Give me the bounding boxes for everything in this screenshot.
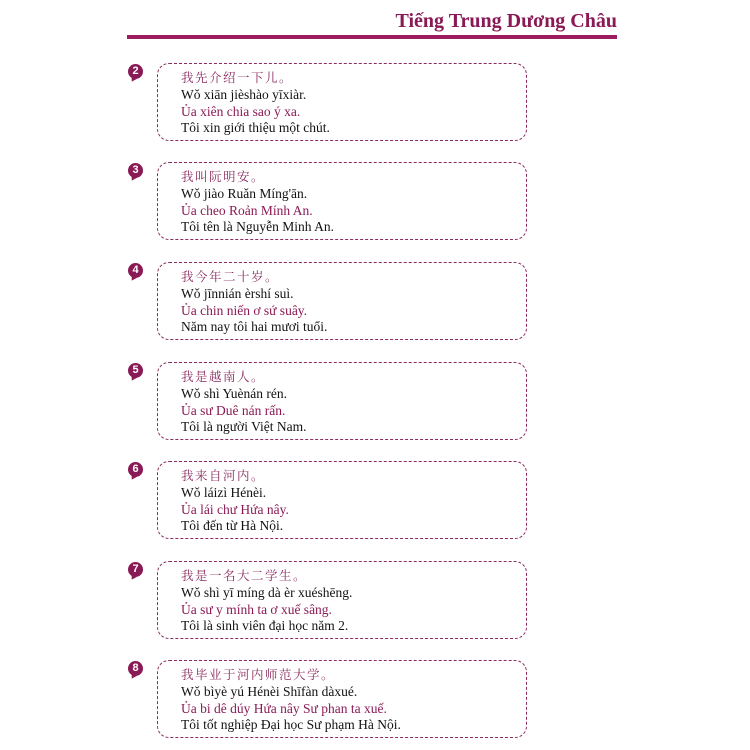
- phonetic-text: Ủa lái chư Hứa nây.: [181, 501, 289, 517]
- phonetic-text: Ủa chin niến ơ sứ suây.: [181, 302, 308, 318]
- chinese-text: 我是一名大二学生。: [181, 568, 308, 583]
- number-badge-icon: 7: [128, 562, 143, 577]
- pinyin-text: Wǒ shì Yuènán rén.: [181, 385, 287, 401]
- vietnamese-text: Năm nay tôi hai mươi tuổi.: [181, 319, 328, 335]
- number-badge-icon: 6: [128, 462, 143, 477]
- number-badge-icon: 3: [128, 163, 143, 178]
- vietnamese-text: Tôi tốt nghiệp Đại học Sư phạm Hà Nội.: [181, 717, 401, 733]
- phonetic-text: Ủa sư Duê nán rấn.: [181, 402, 286, 418]
- number-badge-icon: 5: [128, 363, 143, 378]
- dashed-box: [157, 162, 527, 240]
- phonetic-text: Ủa bi dê dúy Hứa nây Sư phan ta xuế.: [181, 700, 387, 716]
- header-divider: [127, 35, 617, 39]
- chinese-text: 我叫阮明安。: [181, 169, 266, 184]
- chinese-text: 我来自河内。: [181, 468, 266, 483]
- pinyin-text: Wǒ shì yī míng dà èr xuéshēng.: [181, 584, 353, 600]
- page-title: Tiếng Trung Dương Châu: [395, 10, 617, 32]
- chinese-text: 我是越南人。: [181, 369, 266, 384]
- sentence-card: [127, 162, 529, 242]
- phonetic-text: Ủa xiên chia sao ý xa.: [181, 103, 301, 119]
- vietnamese-text: Tôi là người Việt Nam.: [181, 419, 307, 435]
- phonetic-text: Ủa sư y mính ta ơ xuế sâng.: [181, 601, 332, 617]
- chinese-text: 我今年二十岁。: [181, 269, 280, 284]
- number-badge-icon: 2: [128, 64, 143, 79]
- vietnamese-text: Tôi đến từ Hà Nội.: [181, 518, 284, 534]
- sentence-card: [127, 461, 529, 541]
- vietnamese-text: Tôi tên là Nguyễn Minh An.: [181, 219, 334, 235]
- pinyin-text: Wǒ láizì Hénèi.: [181, 484, 267, 500]
- chinese-text: 我先介绍一下儿。: [181, 70, 294, 85]
- dashed-box: [157, 461, 527, 539]
- pinyin-text: Wǒ xiān jièshào yīxiàr.: [181, 86, 307, 102]
- dashed-box: [157, 561, 527, 639]
- number-badge-icon: 8: [128, 661, 143, 676]
- sentence-card: [127, 561, 529, 641]
- sentence-card: [127, 63, 529, 143]
- vietnamese-text: Tôi là sinh viên đại học năm 2.: [181, 618, 349, 634]
- dashed-box: [157, 362, 527, 440]
- dashed-box: [157, 262, 527, 340]
- phonetic-text: Ủa cheo Roản Mính An.: [181, 202, 313, 218]
- sentence-card: [127, 660, 529, 740]
- chinese-text: 我毕业于河内师范大学。: [181, 667, 336, 682]
- number-badge-icon: 4: [128, 263, 143, 278]
- sentence-card: [127, 262, 529, 342]
- pinyin-text: Wǒ jīnnián èrshí suì.: [181, 285, 294, 301]
- pinyin-text: Wǒ bìyè yú Hénèi Shīfàn dàxué.: [181, 683, 358, 699]
- pinyin-text: Wǒ jiào Ruǎn Míng'ān.: [181, 185, 308, 201]
- dashed-box: [157, 63, 527, 141]
- sentence-card: [127, 362, 529, 442]
- dashed-box: [157, 660, 527, 738]
- vietnamese-text: Tôi xin giới thiệu một chút.: [181, 120, 330, 136]
